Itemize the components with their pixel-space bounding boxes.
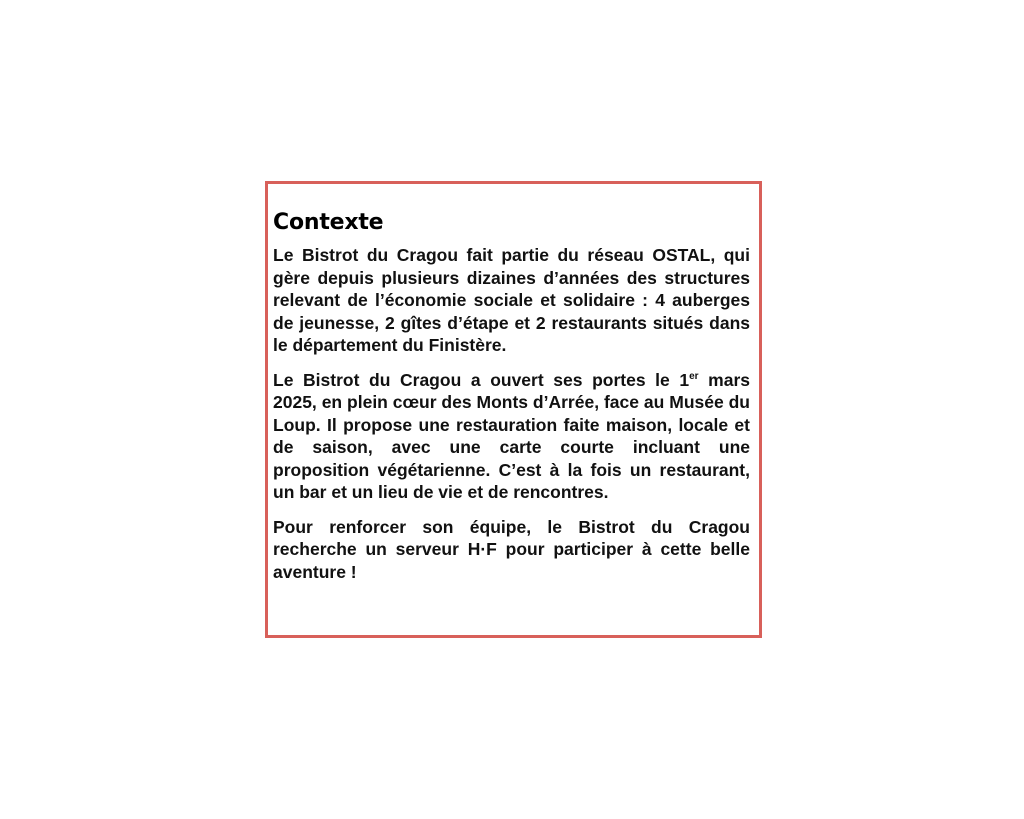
paragraph-network: Le Bistrot du Cragou fait partie du réseau OSTAL, qui gère depuis plusieurs dizaines d’années des structures relevant de l’économie sociale et solidaire : 4 auberges de jeunesse, 2 gîtes d’étape et 2 restaurants situés dans le département du Finistère. [273, 245, 750, 355]
ordinal-superscript: er [689, 370, 699, 382]
section-title: Contexte [273, 210, 384, 235]
paragraph-opening [273, 369, 750, 504]
context-content [273, 210, 750, 595]
paragraph-opening-end: mars 2025, en plein cœur des Monts d’Arrée, face au Musée du Loup. Il propose une restauration faite maison, locale et de saison, avec une carte courte incluant une proposition végétarienne. C’est à la fois un restaurant, un bar et un lieu de vie et de rencontres. [273, 369, 751, 502]
paragraph-opening-start: Le Bistrot du Cragou a ouvert ses portes le 1 [273, 369, 690, 390]
context-box [265, 181, 762, 638]
paragraph-recruitment: Pour renforcer son équipe, le Bistrot du Cragou recherche un serveur H·F pour participer à cette belle aventure ! [273, 516, 750, 582]
